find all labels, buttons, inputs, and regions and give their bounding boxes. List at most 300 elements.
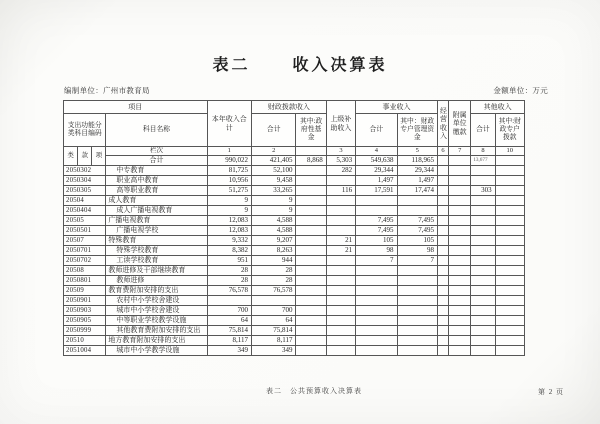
cell-value	[326, 346, 355, 356]
cell-value: 8,382	[207, 246, 251, 256]
cell-value: 105	[356, 236, 397, 246]
cell-subject-name: 中等职业学校教学设施	[106, 316, 207, 326]
cell-value	[356, 196, 397, 206]
cell-value	[449, 246, 471, 256]
column-number: 3	[326, 147, 355, 156]
cell-value: 990,022	[207, 156, 251, 166]
table-row	[64, 166, 525, 176]
cell-subject-code: 2050501	[64, 226, 106, 236]
table-row	[64, 246, 525, 256]
cell-value: 951	[207, 256, 251, 266]
cell-value	[296, 246, 326, 256]
header-column-row-label: 栏次	[106, 147, 207, 156]
header-other-group: 其他收入	[471, 101, 525, 114]
cell-value	[471, 306, 495, 316]
cell-value: 9	[251, 206, 295, 216]
cell-value	[437, 156, 448, 166]
cell-subject-name: 高等职业教育	[106, 186, 207, 196]
cell-value: 349	[251, 346, 295, 356]
cell-value	[449, 346, 471, 356]
revenue-table	[63, 100, 525, 356]
cell-value	[437, 186, 448, 196]
cell-subject-name: 广播电视教育	[106, 216, 207, 226]
cell-value	[296, 276, 326, 286]
cell-value: 52,100	[251, 166, 295, 176]
table-row	[64, 226, 525, 236]
cell-subject-name: 城市中小学校舍建设	[106, 306, 207, 316]
cell-subject-name: 教师进修及干部继续教育	[106, 266, 207, 276]
header-col-class: 类	[64, 147, 78, 166]
cell-value	[495, 206, 524, 216]
cell-value	[326, 266, 355, 276]
cell-subject-code: 20509	[64, 286, 106, 296]
cell-value	[495, 226, 524, 236]
cell-value	[495, 156, 524, 166]
header-year-total: 本年收入合计	[207, 101, 251, 147]
cell-value	[437, 226, 448, 236]
cell-value	[471, 176, 495, 186]
cell-value: 64	[251, 316, 295, 326]
cell-value	[326, 326, 355, 336]
table-row	[64, 266, 525, 276]
cell-value: 349	[207, 346, 251, 356]
cell-subject-name: 合计	[106, 156, 207, 166]
cell-subject-code: 20507	[64, 236, 106, 246]
cell-value	[397, 316, 437, 326]
cell-value	[397, 336, 437, 346]
cell-value: 8,868	[296, 156, 326, 166]
cell-value	[495, 196, 524, 206]
amount-unit-label: 金额单位：万元	[493, 86, 548, 95]
cell-value	[437, 246, 448, 256]
cell-value	[356, 276, 397, 286]
column-number	[296, 147, 326, 156]
cell-value	[296, 236, 326, 246]
cell-subject-name: 工读学校教育	[106, 256, 207, 266]
column-number: 8	[471, 147, 495, 156]
cell-value: 98	[356, 246, 397, 256]
cell-value: 29,344	[397, 166, 437, 176]
cell-value	[449, 316, 471, 326]
column-number: 6	[437, 147, 448, 156]
cell-value	[449, 226, 471, 236]
cell-value	[296, 296, 326, 306]
header-other-total: 合计	[471, 114, 495, 147]
cell-value	[495, 276, 524, 286]
cell-value: 944	[251, 256, 295, 266]
cell-value	[356, 286, 397, 296]
cell-subject-name: 中专教育	[106, 166, 207, 176]
cell-value	[296, 326, 326, 336]
cell-value: 7,495	[356, 216, 397, 226]
cell-value	[326, 296, 355, 306]
cell-value: 4,588	[251, 216, 295, 226]
cell-value: 17,591	[356, 186, 397, 196]
cell-subject-code: 2050302	[64, 166, 106, 176]
cell-value	[356, 326, 397, 336]
cell-value	[437, 176, 448, 186]
cell-value	[495, 216, 524, 226]
table-row	[64, 346, 525, 356]
cell-value	[495, 176, 524, 186]
cell-value	[437, 306, 448, 316]
cell-subject-name: 成人教育	[106, 196, 207, 206]
cell-value	[397, 266, 437, 276]
header-other-special: 其中:财政专户拨款	[495, 114, 524, 147]
cell-value	[471, 326, 495, 336]
header-fiscal-group: 财政拨款收入	[251, 101, 326, 114]
cell-value	[495, 336, 524, 346]
cell-value	[326, 276, 355, 286]
cell-value	[356, 306, 397, 316]
cell-subject-name: 教育费附加安排的支出	[106, 286, 207, 296]
cell-value: 64	[207, 316, 251, 326]
cell-value	[397, 346, 437, 356]
cell-value	[495, 286, 524, 296]
cell-value	[495, 246, 524, 256]
cell-value	[397, 206, 437, 216]
cell-value	[326, 286, 355, 296]
cell-value: 21	[326, 246, 355, 256]
cell-value	[495, 256, 524, 266]
table-row	[64, 286, 525, 296]
cell-subject-code: 2050305	[64, 186, 106, 196]
cell-value	[296, 346, 326, 356]
cell-value: 421,405	[251, 156, 295, 166]
cell-value: 4,588	[251, 226, 295, 236]
column-number: 5	[397, 147, 437, 156]
cell-value: 700	[251, 306, 295, 316]
cell-subject-name: 城市中小学教学设施	[106, 346, 207, 356]
cell-value: 28	[207, 266, 251, 276]
cell-value	[296, 286, 326, 296]
cell-value: 9	[207, 196, 251, 206]
cell-value	[449, 306, 471, 316]
cell-value	[437, 216, 448, 226]
cell-value	[495, 236, 524, 246]
cell-value	[449, 296, 471, 306]
cell-value	[397, 296, 437, 306]
cell-value	[449, 216, 471, 226]
cell-value	[437, 326, 448, 336]
cell-value	[449, 156, 471, 166]
column-number: 4	[356, 147, 397, 156]
cell-subject-code: 2050701	[64, 246, 106, 256]
cell-value	[471, 316, 495, 326]
cell-value: 7,495	[397, 226, 437, 236]
cell-value	[437, 346, 448, 356]
cell-value	[356, 266, 397, 276]
cell-subject-code: 2050304	[64, 176, 106, 186]
table-row	[64, 336, 525, 346]
column-number: 2	[251, 147, 295, 156]
footer-table-caption: 表二 公共预算收入决算表	[266, 387, 362, 395]
cell-subject-name: 其他教育费附加安排的支出	[106, 326, 207, 336]
header-fiscal-fund: 其中:政府性基金	[296, 114, 326, 147]
title-table-name: 收入决算表	[292, 57, 388, 74]
cell-value: 7,495	[356, 226, 397, 236]
cell-value	[437, 336, 448, 346]
cell-value	[471, 236, 495, 246]
cell-value	[326, 176, 355, 186]
cell-subject-name: 成人广播电视教育	[106, 206, 207, 216]
cell-value	[207, 296, 251, 306]
cell-value: 116	[326, 186, 355, 196]
cell-value: 7	[356, 256, 397, 266]
column-number: 7	[449, 147, 471, 156]
cell-value	[437, 296, 448, 306]
cell-value	[471, 206, 495, 216]
cell-value: 8,117	[251, 336, 295, 346]
header-business-total: 合计	[356, 114, 397, 147]
title-table-number: 表二	[212, 57, 251, 74]
cell-value	[437, 256, 448, 266]
cell-value: 21	[326, 236, 355, 246]
cell-value	[296, 166, 326, 176]
cell-value	[397, 276, 437, 286]
table-row	[64, 276, 525, 286]
cell-value: 549,638	[356, 156, 397, 166]
cell-value	[495, 316, 524, 326]
cell-subject-name: 特殊教育	[106, 236, 207, 246]
cell-subject-code: 2050905	[64, 316, 106, 326]
cell-value	[471, 216, 495, 226]
compiling-unit-label: 编制单位：广州市教育局	[64, 86, 150, 95]
cell-value	[437, 206, 448, 216]
cell-value	[296, 186, 326, 196]
cell-value: 9	[251, 196, 295, 206]
cell-value: 282	[326, 166, 355, 176]
cell-value: 7,495	[397, 216, 437, 226]
cell-value	[437, 276, 448, 286]
table-row	[64, 206, 525, 216]
header-business-special: 其中：财政专户管理资金	[397, 114, 437, 147]
cell-value	[495, 346, 524, 356]
cell-value	[296, 256, 326, 266]
cell-value: 75,814	[207, 326, 251, 336]
revenue-table-body	[64, 101, 525, 356]
cell-value	[449, 186, 471, 196]
column-number: 10	[495, 147, 524, 156]
cell-value	[356, 296, 397, 306]
header-subject-name: 科目名称	[106, 114, 207, 147]
cell-value	[495, 296, 524, 306]
cell-value	[296, 176, 326, 186]
header-fiscal-total: 合计	[251, 114, 295, 147]
table-row	[64, 316, 525, 326]
cell-value	[449, 176, 471, 186]
cell-value	[326, 306, 355, 316]
cell-subject-code: 2050801	[64, 276, 106, 286]
cell-value	[449, 286, 471, 296]
cell-value	[356, 316, 397, 326]
cell-value	[471, 336, 495, 346]
table-row	[64, 306, 525, 316]
cell-subject-name: 特殊学校教育	[106, 246, 207, 256]
cell-value	[356, 346, 397, 356]
cell-value	[449, 256, 471, 266]
cell-value	[356, 206, 397, 216]
cell-value: 75,814	[251, 326, 295, 336]
table-row	[64, 326, 525, 336]
cell-value: 105	[397, 236, 437, 246]
cell-value: 10,956	[207, 176, 251, 186]
meta-row	[64, 85, 548, 96]
cell-subject-name: 农村中小学校舍建设	[106, 296, 207, 306]
cell-value	[495, 306, 524, 316]
cell-subject-name: 职业高中教育	[106, 176, 207, 186]
cell-value	[296, 226, 326, 236]
cell-value	[449, 276, 471, 286]
table-row	[64, 296, 525, 306]
cell-subject-code: 20504	[64, 196, 106, 206]
cell-value	[296, 316, 326, 326]
cell-value	[471, 166, 495, 176]
cell-value	[296, 266, 326, 276]
cell-value	[449, 236, 471, 246]
cell-value: 8,117	[207, 336, 251, 346]
cell-subject-code: 20508	[64, 266, 106, 276]
cell-value: 9,207	[251, 236, 295, 246]
cell-value: 17,474	[397, 186, 437, 196]
header-row-groups	[64, 101, 525, 114]
cell-value	[449, 206, 471, 216]
cell-value: 98	[397, 246, 437, 256]
cell-value	[449, 166, 471, 176]
cell-value	[397, 306, 437, 316]
header-col-item: 项	[92, 147, 106, 166]
header-business-group: 事业收入	[356, 101, 438, 114]
cell-value	[326, 256, 355, 266]
header-item-group: 项目	[64, 101, 208, 114]
cell-value	[437, 316, 448, 326]
cell-value	[449, 326, 471, 336]
cell-value: 9,458	[251, 176, 295, 186]
cell-value	[296, 216, 326, 226]
cell-value: 81,725	[207, 166, 251, 176]
cell-value: 1,497	[397, 176, 437, 186]
cell-value: 29,344	[356, 166, 397, 176]
cell-value	[326, 226, 355, 236]
cell-subject-code: 2050404	[64, 206, 106, 216]
table-row	[64, 196, 525, 206]
cell-subject-code: 2050901	[64, 296, 106, 306]
header-affiliated-payments: 附属单位缴款	[449, 101, 471, 147]
cell-subject-code: 20505	[64, 216, 106, 226]
cell-subject-code: 20510	[64, 336, 106, 346]
header-superior-subsidy: 上级补助收入	[326, 101, 355, 147]
cell-value: 9	[207, 206, 251, 216]
cell-value	[437, 286, 448, 296]
cell-value	[296, 206, 326, 216]
cell-value	[495, 166, 524, 176]
table-row	[64, 256, 525, 266]
cell-value	[326, 316, 355, 326]
header-col-section: 款	[78, 147, 92, 166]
cell-value	[437, 196, 448, 206]
cell-value	[437, 266, 448, 276]
cell-value	[471, 246, 495, 256]
cell-value	[471, 346, 495, 356]
total-row	[64, 156, 525, 166]
cell-subject-code: 2050702	[64, 256, 106, 266]
cell-value	[397, 196, 437, 206]
cell-value	[449, 336, 471, 346]
cell-value: 76,578	[251, 286, 295, 296]
cell-value: 303	[471, 186, 495, 196]
cell-value: 9,332	[207, 236, 251, 246]
cell-value	[356, 336, 397, 346]
cell-value	[326, 216, 355, 226]
cell-value: 33,265	[251, 186, 295, 196]
cell-value: 76,578	[207, 286, 251, 296]
cell-subject-name: 地方教育附加安排的支出	[106, 336, 207, 346]
table-row	[64, 176, 525, 186]
cell-subject-name: 广播电视学校	[106, 226, 207, 236]
cell-value: 13,677	[471, 156, 495, 166]
cell-value	[449, 196, 471, 206]
cell-value	[449, 266, 471, 276]
cell-value	[495, 186, 524, 196]
cell-subject-name: 教师进修	[106, 276, 207, 286]
cell-value	[471, 226, 495, 236]
cell-value	[495, 266, 524, 276]
header-code-label: 支出功能分类科目编码	[64, 114, 106, 147]
document-title	[0, 52, 600, 75]
cell-value	[471, 296, 495, 306]
cell-value: 28	[251, 266, 295, 276]
cell-value: 12,083	[207, 216, 251, 226]
cell-value	[495, 326, 524, 336]
cell-subject-code: 2050903	[64, 306, 106, 316]
cell-value: 8,263	[251, 246, 295, 256]
cell-value	[326, 336, 355, 346]
cell-value	[296, 306, 326, 316]
cell-value	[471, 256, 495, 266]
cell-value	[251, 296, 295, 306]
cell-value	[326, 196, 355, 206]
table-row	[64, 236, 525, 246]
cell-value	[471, 266, 495, 276]
cell-value	[471, 286, 495, 296]
cell-value	[326, 206, 355, 216]
cell-value	[471, 276, 495, 286]
cell-value: 700	[207, 306, 251, 316]
cell-value: 118,965	[397, 156, 437, 166]
cell-value	[296, 196, 326, 206]
cell-value	[397, 326, 437, 336]
cell-value: 1,497	[356, 176, 397, 186]
cell-value	[471, 196, 495, 206]
header-row-columns	[64, 147, 525, 156]
header-operating-income: 经营收入	[437, 101, 448, 147]
cell-value	[296, 336, 326, 346]
cell-value: 28	[251, 276, 295, 286]
footer-page-number: 第 2 页	[538, 388, 564, 396]
cell-value: 7	[397, 256, 437, 266]
cell-value: 28	[207, 276, 251, 286]
cell-subject-code: 2051004	[64, 346, 106, 356]
table-row	[64, 186, 525, 196]
cell-value: 51,275	[207, 186, 251, 196]
cell-value	[437, 166, 448, 176]
cell-subject-code: 2050999	[64, 326, 106, 336]
cell-value	[397, 286, 437, 296]
cell-value	[437, 236, 448, 246]
cell-value: 12,083	[207, 226, 251, 236]
table-row	[64, 216, 525, 226]
cell-value: 5,303	[326, 156, 355, 166]
